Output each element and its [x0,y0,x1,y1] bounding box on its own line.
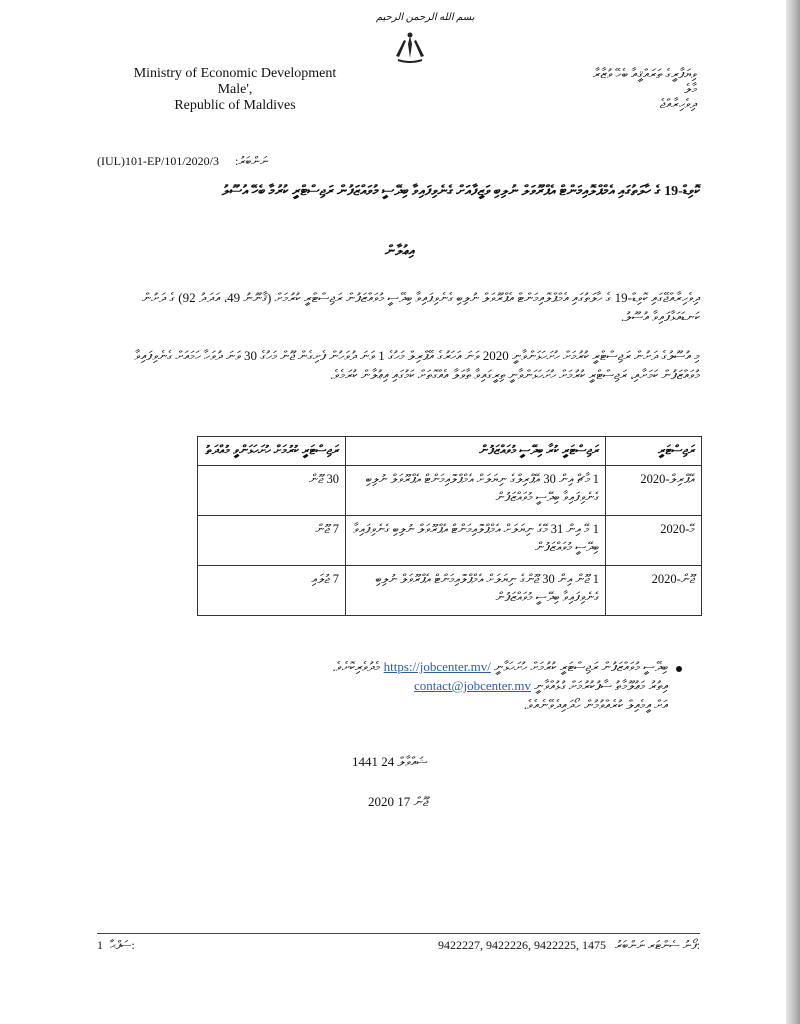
ministry-name: Ministry of Economic Development [133,66,337,81]
table-cell-description: 1 މާޗް އިން 30 އޭޕްރިލްގެ ނިޔަލަށް އެމްޕްލޮއިމަންޓް އެޕްރޫވަލް ނުލިބި ގެނެވިފައިވާ ބިދޭސީ މުވައްޒަފުން [346,466,606,516]
ministry-name-english [85,66,385,114]
table-header-deadline: ރަޖިސްޓަރީ ކުރުމަށް ހުށަހަޅަންވީ މުއްދަތު [198,437,346,466]
hijri-year: 1441 [352,754,378,769]
table-cell-period: ޖޫން-2020 [606,566,702,616]
table-header-period: ރަޖިސްޓަރީ [606,437,702,466]
page-edge-shadow [786,0,800,1024]
reference-label: ނަންބަރު: [235,154,269,168]
table-header-row [198,437,702,466]
reference-row [97,154,697,169]
table-cell-deadline: 7 ޖުލައި [198,566,346,616]
ministry-country: Republic of Maldives [174,98,296,113]
gregorian-date [368,794,428,810]
table-row [198,566,702,616]
announcement-heading: އިޢުލާން [384,244,416,259]
table-header-description: ރަޖިސްޓަރީ ކުރާ ބިދޭސީ މުވައްޒަފުން [346,437,606,466]
reference-number: (IUL)101-EP/101/2020/3 [97,154,219,168]
announcement-title: ކޮވިޑް-19 ގެ ހާލަތުގައި އެމްޕްލޮއިމަންޓް އެޕްރޫވަލް ނުލިބި ވަޒީފާއަށް ގެނެވިފައިވާ ބިދޭސީ މުވައްޒަފުން ރަޖިސްޓްރީ ކުރުމާ ބެހޭ އުސޫލު [221,184,700,199]
greg-month: ޖޫން [413,794,429,809]
table-cell-description: 1 މޭ އިން 31 މޭގެ ނިޔަލަށް އެމްޕްލޮއިމަންޓް އެޕްރޫވަލް ނުލިބި ގެނެވިފައިވާ ބިދޭސީ މުވައްޒަފުން [346,516,606,566]
table-cell-period: މޭ-2020 [606,516,702,566]
table-row [198,466,702,516]
footer [97,938,700,953]
page-number: 1 [97,938,103,952]
table-cell-description: 1 ޖޫން އިން 30 ޖޫންގެ ނިޔަލަށް އެމްޕްލޮއިމަންޓް އެޕްރޫވަލް ނުލިބި ގެނެވިފައިވާ ބިދޭސީ މުވައްޒަފުން [346,566,606,616]
note-line3-text: އަށް އީމެއިލް ކުރެއްވުމުން ހޯދައިދެވޭނެއެވެ. [523,697,668,712]
bullet-icon [676,666,682,672]
greg-year: 2020 [368,794,394,809]
note-line2-text: އިތުރު މަޢުލޫމާތު ސާފުކުރުމަށް ގުޅުއްވާނީ [534,678,668,693]
ministry-name-dv: ވިޔަފާރީގެ ތަރައްޤީއާ ބެހޭ ވުޒާރާ [592,66,697,81]
ministry-name-dhivehi [475,66,697,111]
phone-label: ފޯނު ސެންޓަރ ނަންބަރު: [615,938,700,952]
table-cell-period: އޭޕްރިލް-2020 [606,466,702,516]
jobcenter-link[interactable]: https://jobcenter.mv/ [383,659,491,674]
greg-day: 17 [397,794,411,809]
state-emblem-icon [385,14,435,66]
bismillah-calligraphy: بسم الله الرحمن الرحيم [376,12,475,23]
ministry-city: Male', [217,82,253,97]
note-line1-end: މެދުވެރިކޮށެވެ. [332,659,381,674]
ministry-country-dv: ދިވެހިރާއްޖެ [659,96,697,111]
note-line1-text: ބިދޭސީ މުވައްޒަފުން ރަޖިސްޓަރީ ކުރުމަށް ހުށަހަޅާނީ [494,659,668,674]
hijri-date [352,754,428,770]
table-cell-deadline: 30 ޖޫން [198,466,346,516]
table-row [198,516,702,566]
registration-note [100,657,668,714]
registration-schedule-table [197,436,702,616]
table-cell-deadline: 7 ޖޫން [198,516,346,566]
footer-divider [97,933,700,934]
body-paragraph: މި އުސޫލުގެ ދަށުން ރަޖިސްޓްރީ ކުރުމަށް ހުށަހަޅަންވާނީ 2020 ވަނަ އަހަރުގެ އޭޕްރިލް މަހުގެ 1 ވަނަ ދުވަހުން ފެށިގެން ޖޫން މަހުގެ 30 ވަނަ ދުވަހާ ހަމައަށް ގެނެވިފައިވާ މުވައްޒަފުން ކަމަށާއި، ރަޖިސްޓްރީ ކުރުމަށް ހުށަހަޅަންވާނީ ތިރީގައިވާ ތާވަލާ އެއްގޮތަށް ކަމުގައި އިޢުލާން ކުރަމެވެ. [134,348,700,382]
phone-numbers: 9422227, 9422226, 9422225, 1475 [438,938,607,952]
ministry-city-dv: މާލެ [684,81,697,96]
intro-paragraph: ދިވެހިރާއްޖޭގައި ކޮވިޑް-19 ގެ ހާލަތުގައި އެމްޕްލޮއިމަންޓް އެޕްރޫވަލް ނުލިބި ގެނެވިފައިވާ ބިދޭސީ މުވައްޒަފުން ރަޖިސްޓްރީ ކުރުމަށް (ޤާނޫނު 49، އަދަދު 92) ގެ ދަށުން ކަނޑައަޅާފައިވާ އުސޫލު. [141,290,700,324]
page-label: ސަފްޙާ: [110,938,135,952]
hijri-day: 24 [381,754,395,769]
hijri-month: ޝައްވާލް [397,754,428,769]
contact-email-link[interactable]: contact@jobcenter.mv [413,678,531,693]
